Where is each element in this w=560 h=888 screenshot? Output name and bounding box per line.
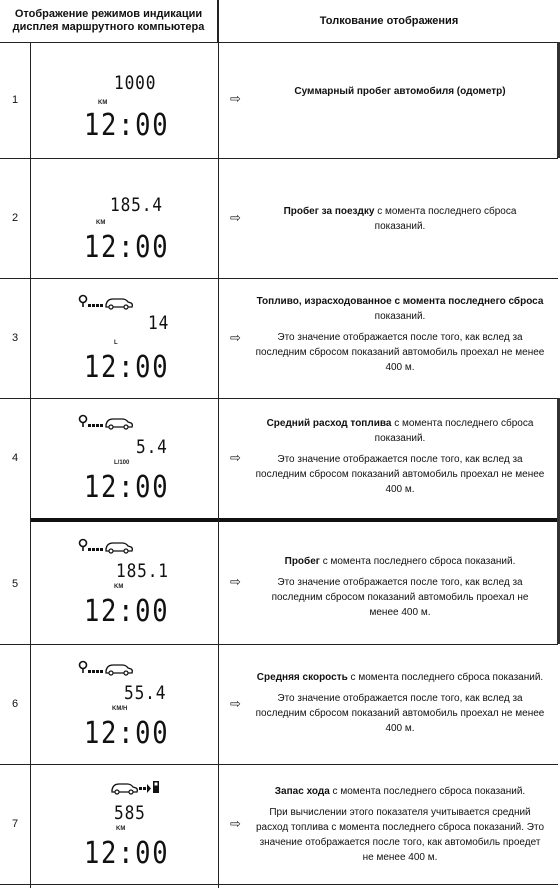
row-description (218, 158, 560, 278)
lcd-display (30, 42, 218, 158)
fuel-since-reset-icon (78, 660, 134, 676)
description-rest: с момента последнего сброса показаний. (374, 206, 517, 232)
arrow-right-icon: ⇨ (230, 816, 241, 831)
fuel-since-reset-icon (78, 414, 134, 430)
row-number: 4 (11, 452, 19, 464)
description-note: Это значение отображается после того, как вслед за последним сбросом показаний автомобиль проехал не менее 400 м. (271, 577, 529, 618)
lcd-value: 5.4 (136, 436, 168, 458)
description-note: При вычислении этого показателя учитывается средний расход топлива с момента последнего сброса показаний. Это значение отображается после того, как автомобиль проедет не менее 400 м. (255, 807, 545, 863)
lcd-clock: 12:00 (84, 470, 170, 505)
arrow-right-icon: ⇨ (230, 91, 241, 106)
arrow-right-icon: ⇨ (230, 210, 241, 225)
description-bold: Пробег (284, 556, 320, 567)
row-description (218, 42, 560, 158)
lcd-clock: 12:00 (84, 594, 170, 629)
arrow-right-icon: ⇨ (230, 450, 241, 465)
table-row (0, 522, 560, 644)
row-number: 3 (11, 332, 19, 344)
lcd-display (30, 398, 218, 518)
lcd-clock: 12:00 (84, 108, 170, 143)
row-number: 6 (11, 698, 19, 710)
row-description (218, 278, 560, 398)
lcd-clock: 12:00 (84, 716, 170, 751)
row-description (218, 398, 560, 518)
lcd-unit: KM (98, 100, 108, 106)
table-row (0, 398, 560, 518)
description-text (246, 554, 554, 620)
lcd-unit: L/100 (114, 460, 130, 466)
lcd-display (30, 764, 218, 884)
lcd-unit: KM/H (112, 706, 128, 712)
table-row (0, 42, 560, 158)
header-display-modes (0, 0, 218, 42)
description-text (246, 204, 554, 234)
lcd-unit: KM (116, 826, 126, 832)
arrow-right-icon: ⇨ (230, 330, 241, 345)
lcd-value: 585 (114, 802, 146, 824)
description-text (246, 84, 554, 99)
arrow-right-icon: ⇨ (230, 574, 241, 589)
lcd-clock: 12:00 (84, 230, 170, 265)
row-divider (0, 884, 558, 885)
description-rest: показаний. (374, 311, 426, 322)
lcd-value: 14 (148, 312, 170, 334)
lcd-unit: L (114, 340, 118, 346)
lcd-display (30, 522, 218, 644)
lcd-value: 185.4 (110, 194, 163, 216)
description-bold: Пробег за поездку (283, 206, 375, 217)
lcd-value: 55.4 (124, 682, 167, 704)
table-row (0, 764, 560, 884)
description-bold: Запас хода (274, 786, 330, 797)
row-number: 7 (11, 818, 19, 830)
description-bold: Суммарный пробег автомобиля (одометр) (294, 86, 506, 97)
row-number: 2 (11, 212, 19, 224)
description-note: Это значение отображается после того, как вслед за последним сбросом показаний автомобиль проехал не менее 400 м. (255, 454, 545, 495)
range-icon (110, 778, 162, 796)
description-text (246, 670, 554, 736)
lcd-value: 1000 (114, 72, 157, 94)
fuel-since-reset-icon (78, 294, 134, 310)
lcd-value: 185.1 (116, 560, 169, 582)
description-text (246, 416, 554, 497)
lcd-display (30, 158, 218, 278)
description-text (246, 294, 554, 375)
lcd-unit: KM (96, 220, 106, 226)
table-row (0, 278, 560, 398)
lcd-clock: 12:00 (84, 350, 170, 385)
table-row (0, 644, 560, 764)
description-bold: Средняя скорость (256, 672, 348, 683)
description-text (246, 784, 554, 865)
lcd-clock: 12:00 (84, 836, 170, 871)
lcd-unit: KM (114, 584, 124, 590)
description-bold: Топливо, израсходованное с момента последнего сброса (256, 296, 544, 307)
lcd-display (30, 644, 218, 764)
description-rest: с момента последнего сброса показаний. (347, 672, 544, 683)
lcd-display (30, 278, 218, 398)
fuel-since-reset-icon (78, 538, 134, 554)
description-rest: с момента последнего сброса показаний. (374, 418, 534, 444)
arrow-right-icon: ⇨ (230, 696, 241, 711)
row-number: 1 (11, 94, 19, 106)
description-rest: с момента последнего сброса показаний. (329, 786, 526, 797)
header-col1-line1: Отображение режимов индикации (14, 8, 203, 20)
row-description (218, 522, 560, 644)
description-note: Это значение отображается после того, как вслед за последним сбросом показаний автомобиль проехал не менее 400 м. (255, 332, 545, 373)
header-interpretation: Толкование отображения (319, 14, 459, 27)
description-note: Это значение отображается после того, как вслед за последним сбросом показаний автомобиль проехал не менее 400 м. (255, 693, 545, 734)
row-number: 5 (11, 578, 19, 590)
description-bold: Средний расход топлива (266, 418, 392, 429)
header-col1-line2: дисплея маршрутного компьютера (12, 21, 205, 33)
description-rest: с момента последнего сброса показаний. (319, 556, 516, 567)
row-description (218, 644, 560, 764)
row-description (218, 764, 560, 884)
table-row (0, 158, 560, 278)
